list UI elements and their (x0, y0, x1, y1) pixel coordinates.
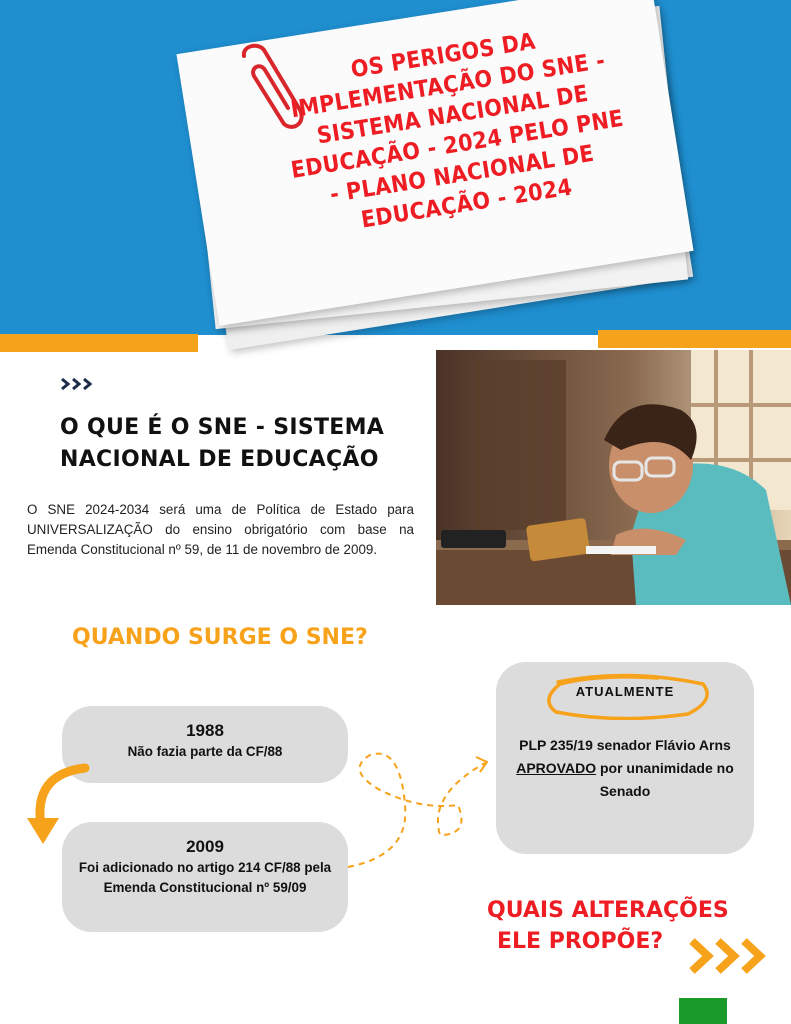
orange-bar-left (0, 334, 198, 352)
question-line-2: ELE PROPÕE? (497, 929, 664, 954)
timeline-item-1988 (62, 706, 348, 783)
timeline-text: Não fazia parte da CF/88 (127, 744, 283, 759)
hero-title: OS PERIGOS DA IMPLEMENTAÇÃO DO SNE - SISTEMA NACIONAL DE EDUCAÇÃO - 2024 PELO PNE - PLANO NACIONAL DE EDUCAÇÃO - 2024 (288, 28, 626, 234)
section-body: O SNE 2024-2034 será uma de Política de Estado para UNIVERSALIZAÇÃO do ensino obrigatório com base na Emenda Constitucional nº 59, de 11 de novembro de 2009. (27, 502, 414, 557)
section-title: O QUE É O SNE - SISTEMA NACIONAL DE EDUCAÇÃO (60, 415, 385, 472)
question-line-1: QUAIS ALTERAÇÕES (487, 898, 729, 923)
current-label: ATUALMENTE (575, 684, 675, 699)
timeline-year: 1988 (186, 721, 224, 740)
current-text (510, 734, 740, 803)
green-block (679, 998, 727, 1024)
current-text-after: por unanimidade no Senado (599, 760, 734, 799)
triple-chevron-large-icon (688, 935, 776, 977)
timeline-text: Foi adicionado no artigo 214 CF/88 pela Emenda Constitucional nº 59/09 (78, 860, 332, 895)
triple-chevron-icon (60, 376, 96, 392)
orange-bar-right (598, 330, 791, 348)
timeline-title: QUANDO SURGE O SNE? (72, 625, 368, 650)
approved-highlight: APROVADO (516, 760, 597, 776)
student-photo (436, 350, 791, 605)
timeline-item-2009 (62, 822, 348, 932)
timeline-year: 2009 (186, 837, 224, 856)
dashed-path-arrow-icon (340, 735, 500, 880)
current-status-card (496, 662, 754, 854)
current-text-before: PLP 235/19 senador Flávio Arns (519, 737, 731, 753)
curved-arrow-icon (25, 760, 95, 850)
